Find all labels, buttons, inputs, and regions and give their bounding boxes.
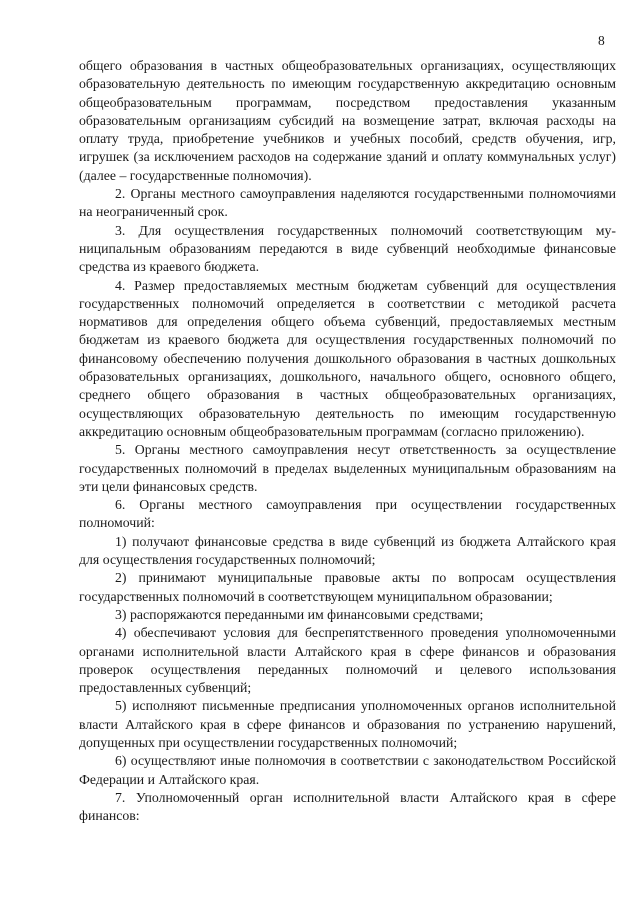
paragraph: 7. Уполномоченный орган исполнительной власти Алтайского края в сфере финансов:: [79, 789, 616, 824]
document-body: [79, 57, 616, 825]
paragraph: 5. Органы местного самоуправления несут ответственность за осуществление государственных полномочий в пределах выделенных муниципальным образованиям на эти цели финансовых средств.: [79, 442, 616, 494]
list-item: 4) обеспечивают условия для беспрепятственного проведения уполномоченными органами исполнительной власти Алтайского края в сфере финансов и образования проверок осуществления переданных полномочий и целевого использования предоставленных субвенций;: [79, 625, 616, 696]
list-item: 3) распоряжаются переданными им финансовыми средствами;: [115, 606, 484, 622]
paragraph: 3. Для осуществления государственных полномочий соответствующим муниципальным образованиям передаются в виде субвенций необходимые финансовые средства из краевого бюджета.: [79, 222, 616, 275]
paragraph: 6. Органы местного самоуправления при осуществлении государственных полномочий:: [79, 497, 616, 531]
paragraph: общего образования в частных общеобразовательных организациях, осуществляющих образовательную деятельность по имеющим государственную аккредитацию основным общеобразовательным программам, посредством предоставления указанным образовательным организациям субсидий на возмещение затрат, включая расходы на оплату труда, приобретение учебников и учебных пособий, средств обучения, игр, игрушек (за исключением расходов на содержание зданий и оплату коммунальных услуг) (далее – государственные полномочия).: [79, 58, 616, 183]
list-item: 1) получают финансовые средства в виде субвенций из бюджета Алтайского края для осуществления государственных полномочий;: [79, 533, 616, 568]
page-number: 8: [598, 33, 605, 48]
list-item: 2) принимают муниципальные правовые акты по вопросам осуществления государственных полномочий в соответствующем муниципальном образовании;: [79, 570, 616, 604]
list-item: 5) исполняют письменные предписания уполномоченных органов исполнительной власти Алтайского края в сфере финансов и образования по устранению нарушений, допущенных при осуществлении государственных полномочий;: [79, 698, 616, 750]
paragraph: 2. Органы местного самоуправления наделяются государственными полномочиями на неограниченный срок.: [79, 186, 616, 220]
list-item: 6) осуществляют иные полномочия в соответствии с законодательством Российской Федерации и Алтайского края.: [79, 753, 616, 787]
paragraph: 4. Размер предоставляемых местным бюджетам субвенций для осуществления государственных полномочий определяется в соответствии с методикой расчета нормативов для определения общего объема субвенций, предоставляемых местным бюджетам из краевого бюджета для осуществления государственных полномочий по финансовому обеспечению получения дошкольного образования в частных дошкольных образовательных организациях, дошкольного, начального общего, основного общего, среднего общего образования в частных общеобразовательных организациях, осуществляющих образовательную деятельность по имеющим государственную аккредитацию основным общеобразовательным программам (согласно приложению).: [79, 277, 616, 439]
